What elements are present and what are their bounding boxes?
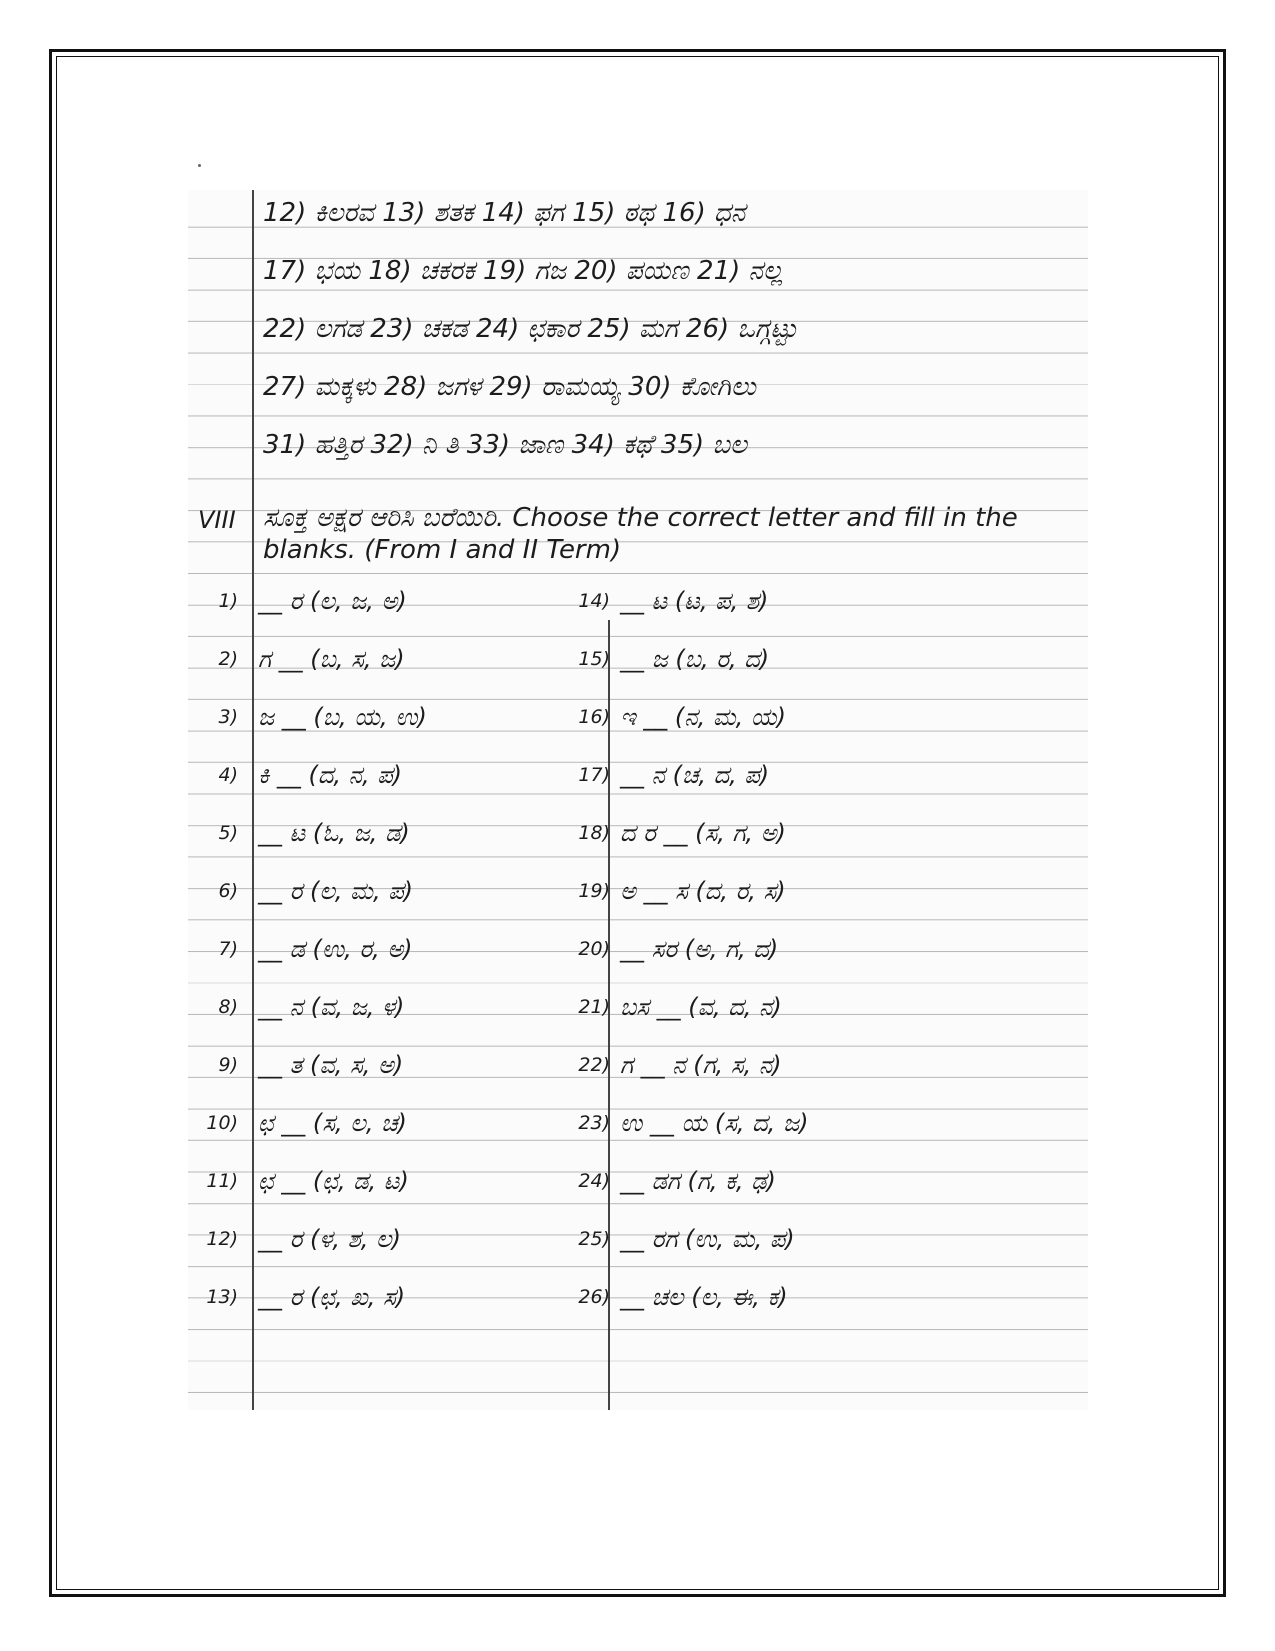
question-text: __ ನ (ಚ, ದ, ಪ) — [620, 761, 770, 789]
question-number: 1) — [218, 590, 238, 612]
answer-row: 31) ಹತ್ತಿರ 32) ನಿ ತಿ 33) ಜಾಣ 34) ಕಥೆ 35) ಬಲ — [263, 430, 747, 460]
answer-row: 27) ಮಕ್ಕಳು 28) ಜಗಳ 29) ರಾಮಯ್ಯ 30) ಕೋಗಿಲು — [263, 372, 756, 402]
question-text: __ ತ (ವ, ಸ, ಅ) — [258, 1051, 404, 1079]
question-number: 12) — [206, 1228, 238, 1250]
question-number: 15) — [578, 648, 610, 670]
question-number: 6) — [218, 880, 238, 902]
question-text: ಜ __ (ಬ, ಯ, ಉ) — [258, 703, 427, 731]
question-number: 13) — [206, 1286, 238, 1308]
answer-row: 22) ಲಗಡ 23) ಚಕಡ 24) ಛಕಾರ 25) ಮಗ 26) ಒಗ್ಗಟ್ಟು — [263, 314, 798, 344]
question-text: __ ಟ (ಓ, ಜ, ಡ) — [258, 819, 410, 847]
question-number: 4) — [218, 764, 238, 786]
question-number: 5) — [218, 822, 238, 844]
question-text: __ ನ (ವ, ಜ, ಳ) — [258, 993, 405, 1021]
scan-speck — [198, 164, 201, 167]
section-instruction: ಸೂಕ್ತ ಅಕ್ಷರ ಆರಿಸಿ ಬರೆಯಿರಿ. Choose the correct letter and fill in the blanks. (From I and II Term) — [263, 503, 1018, 565]
question-number: 21) — [578, 996, 610, 1018]
question-number: 26) — [578, 1286, 610, 1308]
question-text: ಛ __ (ಸ, ಲ, ಚ) — [258, 1109, 407, 1137]
question-number: 14) — [578, 590, 610, 612]
question-text: ಗ __ (ಬ, ಸ, ಜ) — [258, 645, 405, 673]
question-number: 23) — [578, 1112, 610, 1134]
question-text: __ ರ (ಲ, ಮ, ಪ) — [258, 877, 413, 905]
notebook-page — [188, 190, 1088, 1410]
question-number: 7) — [218, 938, 238, 960]
question-text: __ ಚಲ (ಲ, ಈ, ಕ) — [620, 1283, 788, 1311]
question-number: 2) — [218, 648, 238, 670]
question-text: __ ಟ (ಟ, ಪ, ಶ) — [620, 587, 769, 615]
question-number: 16) — [578, 706, 610, 728]
question-text: __ ಸರ (ಅ, ಗ, ದ) — [620, 935, 779, 963]
question-text: ದ ರ __ (ಸ, ಗ, ಅ) — [620, 819, 786, 847]
question-number: 24) — [578, 1170, 610, 1192]
question-text: ಕಿ __ (ದ, ನ, ಪ) — [258, 761, 402, 789]
question-number: 19) — [578, 880, 610, 902]
question-text: ಛ __ (ಛ, ಡ, ಟ) — [258, 1167, 409, 1195]
question-text: ಬಸ __ (ವ, ದ, ನ) — [620, 993, 782, 1021]
question-number: 20) — [578, 938, 610, 960]
question-number: 11) — [206, 1170, 238, 1192]
question-number: 9) — [218, 1054, 238, 1076]
question-text: __ ಜ (ಬ, ರ, ದ) — [620, 645, 770, 673]
question-number: 10) — [206, 1112, 238, 1134]
question-text: __ ಡಗ (ಗ, ಕ, ಢ) — [620, 1167, 776, 1195]
question-text: ಗ __ ನ (ಗ, ಸ, ನ) — [620, 1051, 782, 1079]
question-text: __ ಡ (ಉ, ರ, ಅ) — [258, 935, 413, 963]
question-number: 8) — [218, 996, 238, 1018]
question-text: __ ರ (ಳ, ಶ, ಲ) — [258, 1225, 401, 1253]
question-text: __ ರ (ಲ, ಜ, ಅ) — [258, 587, 407, 615]
question-text: ಅ __ ಸ (ದ, ರ, ಸ) — [620, 877, 786, 905]
answer-row: 17) ಭಯ 18) ಚಕರಕ 19) ಗಜ 20) ಪಯಣ 21) ನಲ್ಲ — [263, 256, 783, 286]
answer-row: 12) ಕಿಲರವ 13) ಶತಕ 14) ಫಗ 15) ಠಥ 16) ಧನ — [263, 198, 746, 228]
question-number: 22) — [578, 1054, 610, 1076]
section-number: VIII — [198, 506, 236, 534]
question-number: 3) — [218, 706, 238, 728]
question-text: __ ರಗ (ಉ, ಮ, ಪ) — [620, 1225, 795, 1253]
question-number: 25) — [578, 1228, 610, 1250]
margin-line — [252, 190, 254, 1410]
question-text: __ ರ (ಛ, ಖ, ಸ) — [258, 1283, 406, 1311]
question-text: ಇ __ (ನ, ಮ, ಯ) — [620, 703, 786, 731]
question-number: 18) — [578, 822, 610, 844]
question-text: ಉ __ ಯ (ಸ, ದ, ಜ) — [620, 1109, 809, 1137]
question-number: 17) — [578, 764, 610, 786]
